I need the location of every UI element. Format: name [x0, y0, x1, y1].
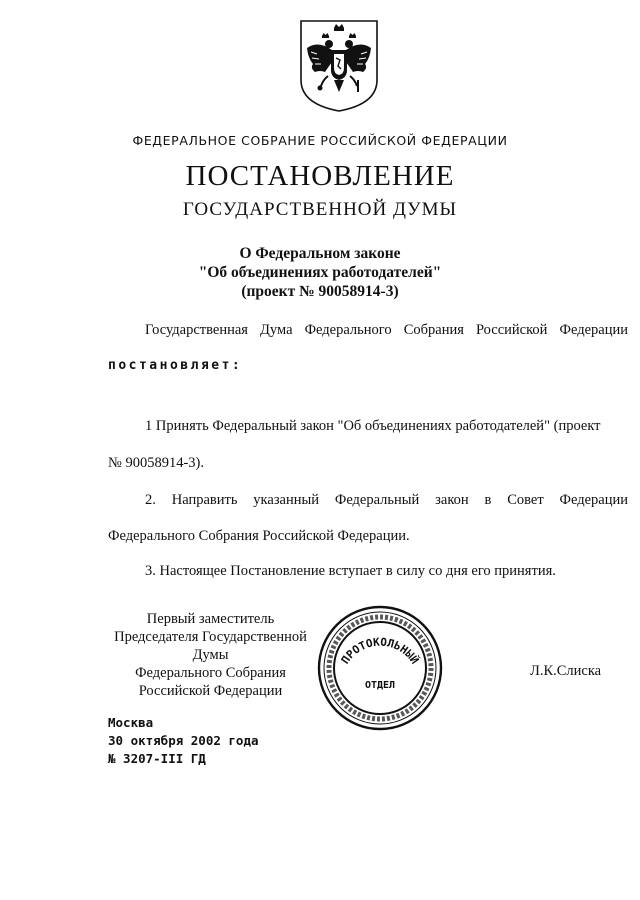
seal-center-text: ОТДЕЛ — [364, 680, 396, 691]
document-issuer: ГОСУДАРСТВЕННОЙ ДУМЫ — [182, 199, 458, 220]
document-footer — [108, 714, 259, 768]
seal-inner-text: ПРОТОКОЛЬНЫЙ — [338, 635, 422, 667]
signatory-title — [108, 610, 313, 700]
signatory-line-4: Российской Федерации — [138, 683, 283, 699]
signatory-name: Л.К.Слиска — [530, 663, 602, 679]
item-2-line-1: 2. Направить указанный Федеральный закон в Совет Федерации — [145, 492, 628, 508]
double-headed-eagle-icon — [298, 18, 380, 114]
document-subject — [0, 244, 640, 301]
footer-number: № 3207-III ГД — [108, 751, 206, 766]
subject-line-1: О Федеральном законе — [239, 245, 401, 262]
round-seal-icon — [315, 603, 445, 733]
resolves-word: постановляет: — [108, 358, 243, 373]
document-type: ПОСТАНОВЛЕНИЕ — [185, 160, 455, 192]
subject-line-3: (проект № 90058914-3) — [241, 283, 399, 300]
signatory-line-2: Председателя Государственной Думы — [114, 629, 307, 663]
footer-city: Москва — [108, 715, 154, 730]
subject-line-2: "Об объединениях работодателей" — [198, 264, 442, 281]
signatory-line-3: Федерального Собрания — [135, 665, 286, 681]
item-2-line-2: Федерального Собрания Российской Федерации. — [108, 528, 410, 544]
item-1-line-2: № 90058914-3). — [108, 455, 204, 471]
item-3: 3. Настоящее Постановление вступает в силу со дня его принятия. — [145, 563, 556, 579]
footer-date: 30 октября 2002 года — [108, 733, 259, 748]
item-1-line-1: 1 Принять Федеральный закон "Об объединениях работодателей" (проект — [145, 418, 601, 434]
signatory-line-1: Первый заместитель — [146, 611, 275, 627]
intro-paragraph: Государственная Дума Федерального Собрания Российской Федерации — [145, 322, 628, 338]
assembly-title: ФЕДЕРАЛЬНОЕ СОБРАНИЕ РОССИЙСКОЙ ФЕДЕРАЦИИ — [132, 133, 508, 148]
